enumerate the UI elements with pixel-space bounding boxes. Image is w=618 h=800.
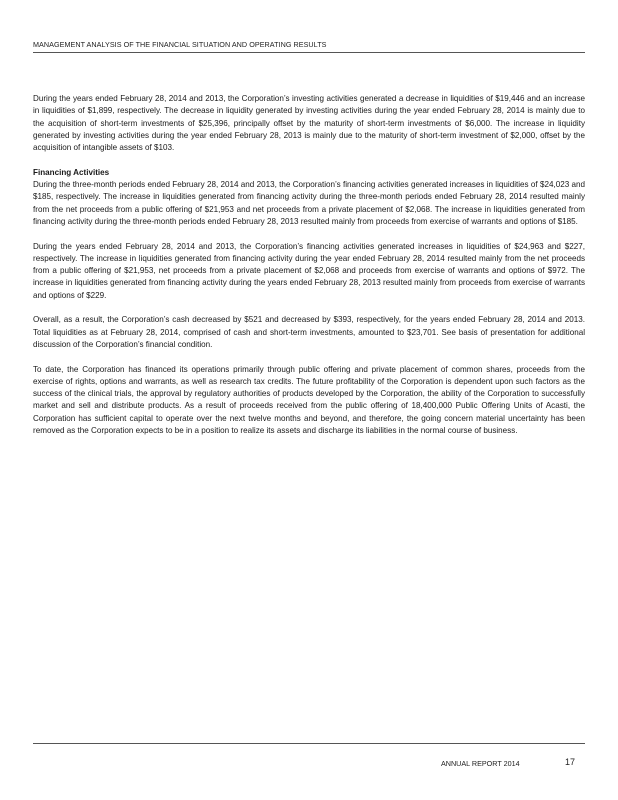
going-concern-paragraph: To date, the Corporation has financed its operations primarily through public offering and private placement of common shares, proceeds from the exercise of rights, options and warrants, as well as research tax credits. The future profitability of the Corporation is dependent upon such factors as the success of the clinical trials, the approval by regulatory authorities of products developed by the Corporation, the ability of the Corporation to successfully market and sell and distribute products. As a result of proceeds received from the public offering of 18,400,000 Public Offering Units of Acasti, the Corporation has sufficient capital to operate over the next twelve months and beyond, and therefore, the going concern material uncertainty has been removed as the Corporation expects to be in a position to realize its assets and discharge its liabilities in the normal course of business. xyxy=(33,364,585,436)
financing-years-paragraph: During the years ended February 28, 2014 and 2013, the Corporation’s financing activities generated increases in liquidities of $24,963 and $227, respectively. The increase in liquidities generated from financing activity during the year ended February 28, 2014 resulted mainly from the net proceeds from a public offering of $21,953, net proceeds from a private placement of $2,068 and proceeds from exercise of warrants and options of $972. The increase in liquidities generated from financing activity during the years ended February 28, 2013 resulted mainly from proceeds from exercise of warrants and options of $229. xyxy=(33,241,585,300)
overall-liquidity-paragraph: Overall, as a result, the Corporation’s cash decreased by $521 and decreased by $393, respectively, for the years ended February 28, 2014 and 2013. Total liquidities as at February 28, 2014, comprised of cash and short-term investments, amounted to $23,701. See basis of presentation for additional discussion of the Corporation’s financial condition. xyxy=(33,315,585,349)
footer-divider xyxy=(33,743,585,744)
header-divider xyxy=(33,52,585,53)
page-header-title: MANAGEMENT ANALYSIS OF THE FINANCIAL SITUATION AND OPERATING RESULTS xyxy=(33,40,327,49)
investing-activities-paragraph: During the years ended February 28, 2014 and 2013, the Corporation’s investing activities generated a decrease in liquidities of $19,446 and an increase in liquidities of $1,899, respectively. The decrease in liquidity generated by investing activities during the year ended February 28, 2014 is mainly due to the acquisition of short-term investments of $25,396, principally offset by the maturity of short-term investments of $6,000. The increase in liquidity generated by investing activities during the year ended February 28, 2013 is mainly due to the maturity of short-term investment of $2,000, offset by the acquisition of intangible assets of $103. xyxy=(33,94,585,153)
financing-activities-heading: Financing Activities xyxy=(33,167,110,177)
footer-report-label: ANNUAL REPORT 2014 xyxy=(441,759,520,768)
financing-three-month-paragraph: During the three-month periods ended February 28, 2014 and 2013, the Corporation’s financing activities generated increases in liquidities of $24,023 and $185, respectively. The increase in liquidities generated from financing activity during the three-month periods ended February 28, 2014 resulted mainly from the net proceeds from a public offering of $21,953 and net proceeds from a private placement of $2,068. The increase in liquidities generated from financing activity during the three-month periods ended February 28, 2013 resulted mainly from proceeds from exercise of warrants and options of $185. xyxy=(33,180,585,226)
page-number: 17 xyxy=(565,757,576,767)
document-body xyxy=(33,93,585,450)
